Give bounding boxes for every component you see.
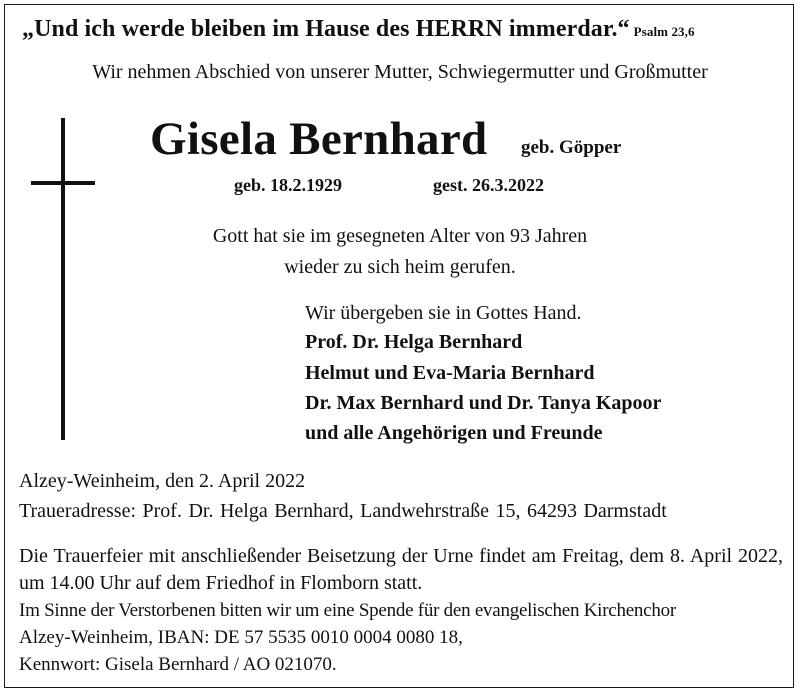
ceremony-text: Die Trauerfeier mit anschließender Beisetzung der Urne findet am Freitag, dem 8. April 2022, um 14.00 Uhr auf dem Friedhof in Flomborn statt.	[19, 545, 783, 594]
birth-date: geb. 18.2.1929	[234, 175, 342, 195]
maiden-name: geb. Göpper	[521, 137, 622, 158]
cross-vertical-bar	[61, 118, 65, 440]
donation-line: Im Sinne der Verstorbenen bitten wir um eine Spende für den evangelischen Kirchenchor	[19, 600, 676, 621]
bible-quote	[22, 16, 695, 43]
mourning-address: Traueradresse: Prof. Dr. Helga Bernhard, Landwehrstraße 15, 64293 Darmstadt	[19, 500, 667, 522]
intro-text: Wir nehmen Abschied von unserer Mutter, Schwiegermutter und Großmutter	[92, 61, 708, 83]
farewell-text: Wir übergeben sie in Gottes Hand.	[305, 302, 582, 324]
mourner-name: Helmut und Eva-Maria Bernhard	[305, 362, 595, 384]
age-line: wieder zu sich heim gerufen.	[284, 256, 516, 278]
quote-text: „Und ich werde bleiben im Hause des HERRN immerdar.“	[22, 16, 630, 42]
age-line: Gott hat sie im gesegneten Alter von 93 Jahren	[212, 225, 588, 247]
donation-reference: Kennwort: Gisela Bernhard / AO 021070.	[19, 654, 337, 675]
cross-horizontal-bar	[31, 181, 95, 185]
mourner-name: und alle Angehörigen und Freunde	[305, 422, 603, 444]
death-date: gest. 26.3.2022	[433, 175, 544, 195]
place-date: Alzey-Weinheim, den 2. April 2022	[19, 470, 306, 492]
quote-reference: Psalm 23,6	[633, 24, 695, 39]
mourner-name: Dr. Max Bernhard und Dr. Tanya Kapoor	[305, 392, 662, 414]
deceased-name: Gisela Bernhard	[150, 113, 488, 165]
donation-iban: Alzey-Weinheim, IBAN: DE 57 5535 0010 0004 0080 18,	[19, 627, 463, 648]
mourner-name: Prof. Dr. Helga Bernhard	[305, 331, 523, 353]
